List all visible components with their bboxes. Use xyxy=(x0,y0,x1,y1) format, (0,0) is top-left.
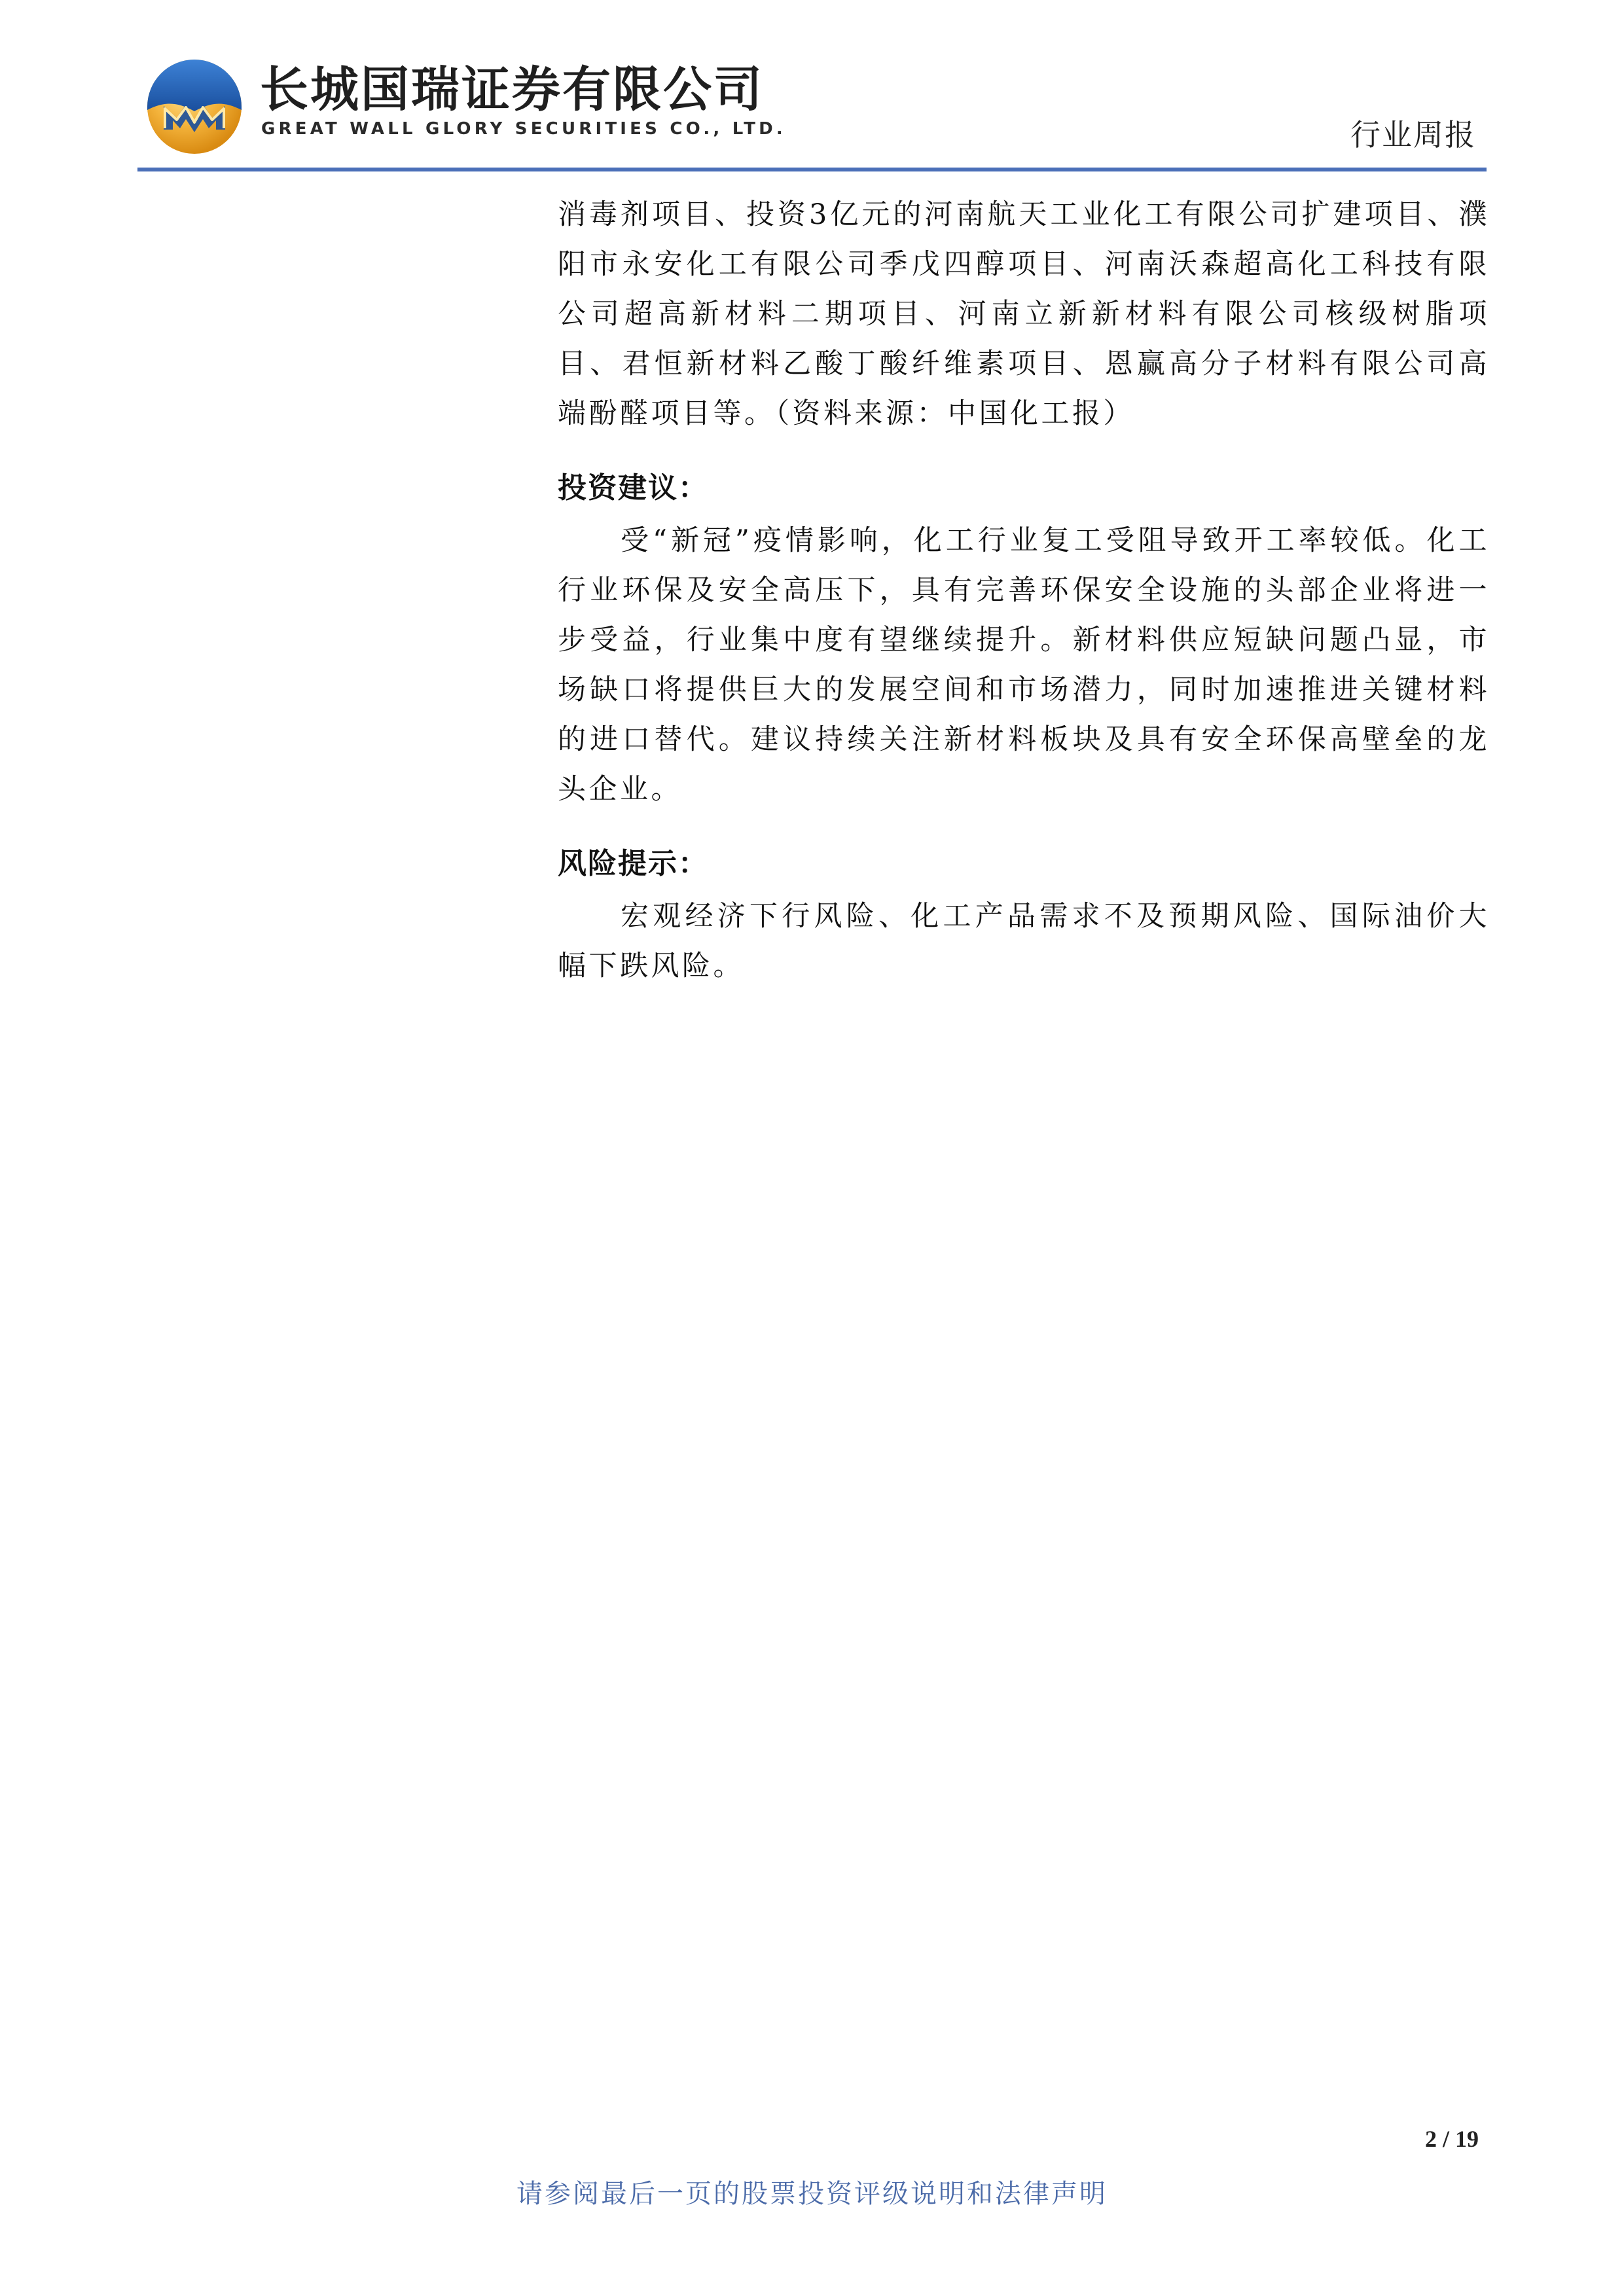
great-wall-glory-logo-icon xyxy=(145,58,244,156)
investment-advice-text: 受“新冠”疫情影响，化工行业复工受阻导致开工率较低。化工行业环保及安全高压下，具有完善环保安全设施的头部企业将进一步受益，行业集中度有望继续提升。新材料供应短缺问题凸显，市场缺口将提供巨大的发展空间和市场潜力，同时加速推进关键材料的进口替代。建议持续关注新材料板块及具有安全环保高壁垒的龙头企业。 xyxy=(558,524,1490,806)
header-divider xyxy=(137,168,1487,171)
investment-advice-heading: 投资建议： xyxy=(558,471,708,505)
risk-warning-text: 宏观经济下行风险、化工产品需求不及预期风险、国际油价大幅下跌风险。 xyxy=(558,900,1490,982)
company-name-cn: 长城国瑞证券有限公司 xyxy=(260,62,764,118)
footer-disclaimer: 请参阅最后一页的股票投资评级说明和法律声明 xyxy=(516,2179,1108,2209)
page-number: 2 / 19 xyxy=(1424,2126,1479,2152)
report-type-label: 行业周报 xyxy=(1350,117,1476,152)
company-name-en: GREAT WALL GLORY SECURITIES CO., LTD. xyxy=(261,119,786,139)
risk-warning-heading: 风险提示： xyxy=(558,847,708,880)
report-body xyxy=(558,190,1490,991)
intro-paragraph: 消毒剂项目、投资3亿元的河南航天工业化工有限公司扩建项目、濮阳市永安化工有限公司季戊四醇项目、河南沃森超高化工科技有限公司超高新材料二期项目、河南立新新材料有限公司核级树脂项目、君恒新材料乙酸丁酸纤维素项目、恩赢高分子材料有限公司高端酚醛项目等。（资料来源：中国化工报） xyxy=(558,198,1490,430)
